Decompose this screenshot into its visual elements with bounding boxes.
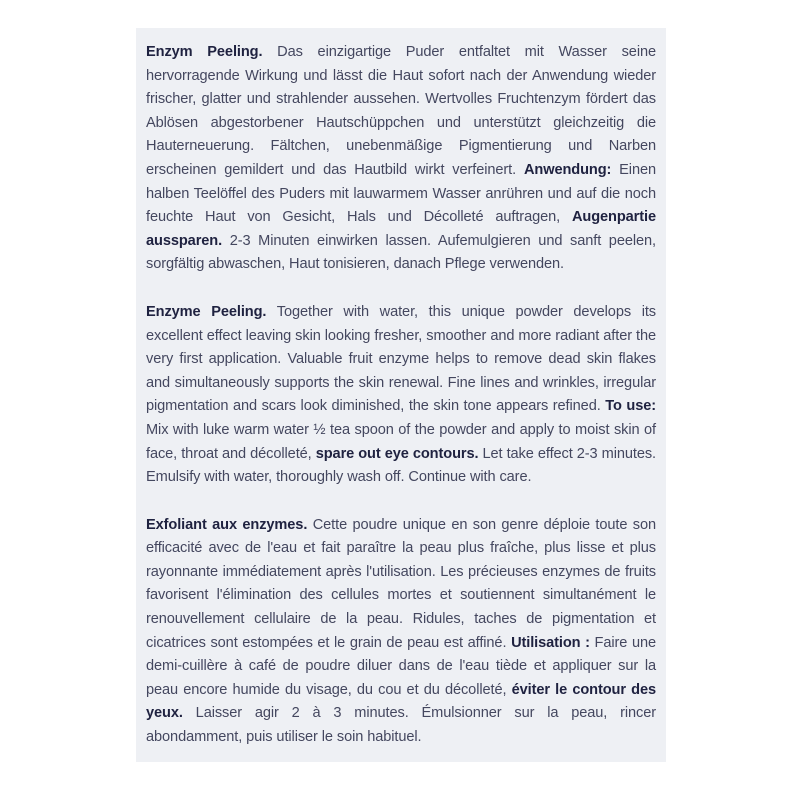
german-text-3: 2-3 Minuten einwirken lassen. Aufemulgieren und sanft peelen, sorgfältig abwaschen, Haut tonisieren, danach Pflege verwenden.	[146, 232, 656, 273]
french-usage-label: Utilisation :	[511, 634, 590, 651]
english-text-1: Together with water, this unique powder develops its excellent effect leaving skin looking fresher, smoother and more radiant after the very first application. Valuable fruit enzyme helps to remove dead skin flakes and simultaneously supports the skin renewal. Fine lines and wrinkles, irregular pigmentation and scars look diminished, the skin tone appears refined.	[146, 303, 656, 415]
german-eye-warning: Augenpartie aussparen.	[146, 209, 656, 249]
product-description-card	[136, 28, 666, 762]
section-english	[146, 301, 656, 490]
english-text-3: Let take effect 2-3 minutes. Emulsify with water, thoroughly wash off. Continue with care.	[146, 445, 656, 486]
section-french	[146, 514, 656, 750]
german-text-2: Einen halben Teelöffel des Puders mit lauwarmem Wasser anrühren und auf die noch feuchte Haut von Gesicht, Hals und Décolleté auftragen,	[146, 161, 656, 226]
english-text-2: Mix with luke warm water ½ tea spoon of the powder and apply to moist skin of face, throat and décolleté,	[146, 421, 656, 462]
french-heading: Exfoliant aux enzymes.	[146, 516, 308, 533]
german-text-1: Das einzigartige Puder entfaltet mit Wasser seine hervorragende Wirkung und lässt die Haut sofort nach der Anwendung wieder frischer, glatter und strahlender aussehen. Wertvolles Fruchtenzym fördert das Ablösen abgestorbener Hautschüppchen und unterstützt gleichzeitig die Hauterneuerung. Fältchen, unebenmäßige Pigmentierung und Narben erscheinen gemildert und das Hautbild wirkt verfeinert.	[146, 44, 656, 178]
french-text-3: Laisser agir 2 à 3 minutes. Émulsionner sur la peau, rincer abondamment, puis utiliser le soin habituel.	[146, 705, 656, 746]
english-eye-warning: spare out eye contours.	[315, 445, 479, 462]
german-heading: Enzym Peeling.	[146, 44, 263, 60]
french-text-1: Cette poudre unique en son genre déploie toute son efficacité avec de l'eau et fait paraître la peau plus fraîche, plus lisse et plus rayonnante immédiatement après l'utilisation. Les précieuses enzymes de fruits favorisent l'élimination des cellules mortes et soutiennent simultanément le renouvellement cellulaire de la peau. Ridules, taches de pigmentation et cicatrices sont estompées et le grain de peau est affiné.	[146, 516, 657, 651]
german-usage-label: Anwendung:	[523, 161, 612, 178]
section-german	[146, 41, 656, 277]
english-usage-label: To use:	[605, 398, 657, 415]
french-eye-warning: éviter le contour des yeux.	[146, 681, 656, 722]
french-text-2: Faire une demi-cuillère à café de poudre diluer dans de l'eau tiède et appliquer sur la peau encore humide du visage, du cou et du décolleté,	[146, 634, 656, 698]
english-heading: Enzyme Peeling.	[146, 303, 267, 320]
